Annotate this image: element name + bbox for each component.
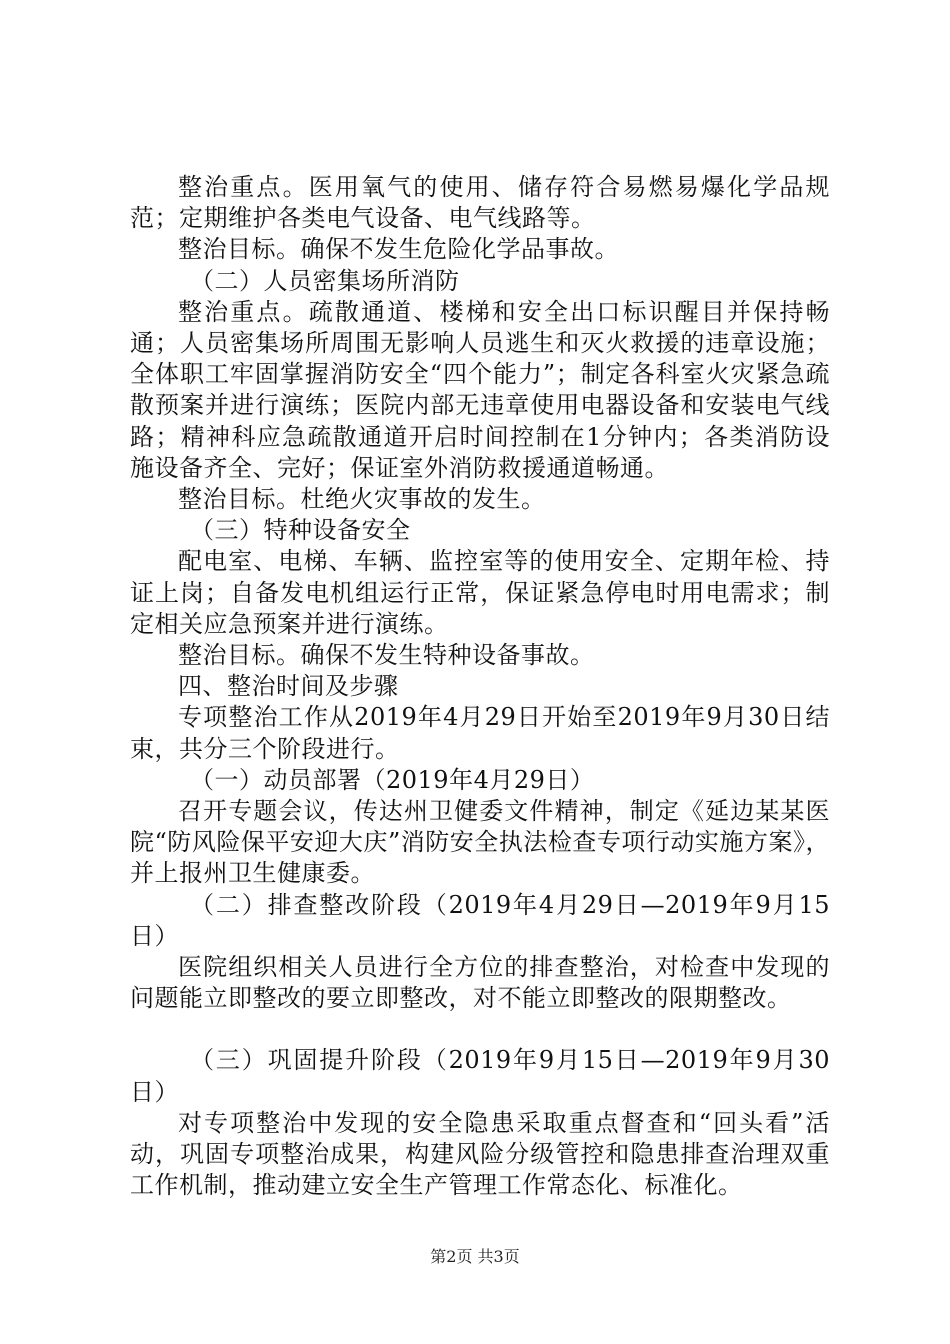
page-number-footer: 第2页 共3页 bbox=[430, 1247, 520, 1266]
section-heading-crowded-places: （二）人员密集场所消防 bbox=[190, 266, 460, 295]
paragraph-mobilization: 召开专题会议，传达州卫健委文件精神，制定《延边某某医院“防风险保平安迎大庆”消防安全执法检查专项行动实施方案》，并上报州卫生健康委。 bbox=[130, 797, 830, 888]
section-heading-special-equipment: （三）特种设备安全 bbox=[190, 516, 411, 545]
paragraph-inspection: 医院组织相关人员进行全方位的排查整治，对检查中发现的问题能立即整改的要立即整改，对不能立即整改的限期整改。 bbox=[130, 953, 830, 1013]
section-heading-consolidation: （三）巩固提升阶段（2019年9月15日—2019年9月30日） bbox=[130, 1046, 830, 1106]
section-heading-mobilization: （一）动员部署（2019年4月29日） bbox=[190, 765, 595, 794]
document-body bbox=[130, 172, 830, 1202]
paragraph-fire-target: 整治目标。杜绝火灾事故的发生。 bbox=[178, 485, 546, 514]
paragraph-medical-oxygen-focus: 整治重点。医用氧气的使用、储存符合易燃易爆化学品规范；定期维护各类电气设备、电气线路等。 bbox=[130, 173, 830, 233]
paragraph-schedule-overview: 专项整治工作从2019年4月29日开始至2019年9月30日结束，共分三个阶段进行。 bbox=[130, 703, 830, 763]
paragraph-special-equipment-target: 整治目标。确保不发生特种设备事故。 bbox=[178, 641, 595, 670]
section-heading-inspection: （二）排查整改阶段（2019年4月29日—2019年9月15日） bbox=[130, 890, 830, 950]
paragraph-special-equipment-focus: 配电室、电梯、车辆、监控室等的使用安全、定期年检、持证上岗；自备发电机组运行正常，保证紧急停电时用电需求；制定相关应急预案并进行演练。 bbox=[130, 547, 830, 638]
paragraph-hazmat-target: 整治目标。确保不发生危险化学品事故。 bbox=[178, 235, 619, 264]
section-heading-schedule: 四、整治时间及步骤 bbox=[178, 672, 399, 701]
paragraph-consolidation: 对专项整治中发现的安全隐患采取重点督查和“回头看”活动，巩固专项整治成果，构建风险分级管控和隐患排查治理双重工作机制，推动建立安全生产管理工作常态化、标准化。 bbox=[130, 1108, 830, 1200]
paragraph-crowded-places-focus: 整治重点。疏散通道、楼梯和安全出口标识醒目并保持畅通；人员密集场所周围无影响人员逃生和灭火救援的违章设施；全体职工牢固掌握消防安全“四个能力”；制定各科室火灾紧急疏散预案并进行演练；医院内部无违章使用电器设备和安装电气线路；精神科应急疏散通道开启时间控制在1分钟内；各类消防设施设备齐全、完好；保证室外消防救援通道畅通。 bbox=[130, 297, 830, 482]
